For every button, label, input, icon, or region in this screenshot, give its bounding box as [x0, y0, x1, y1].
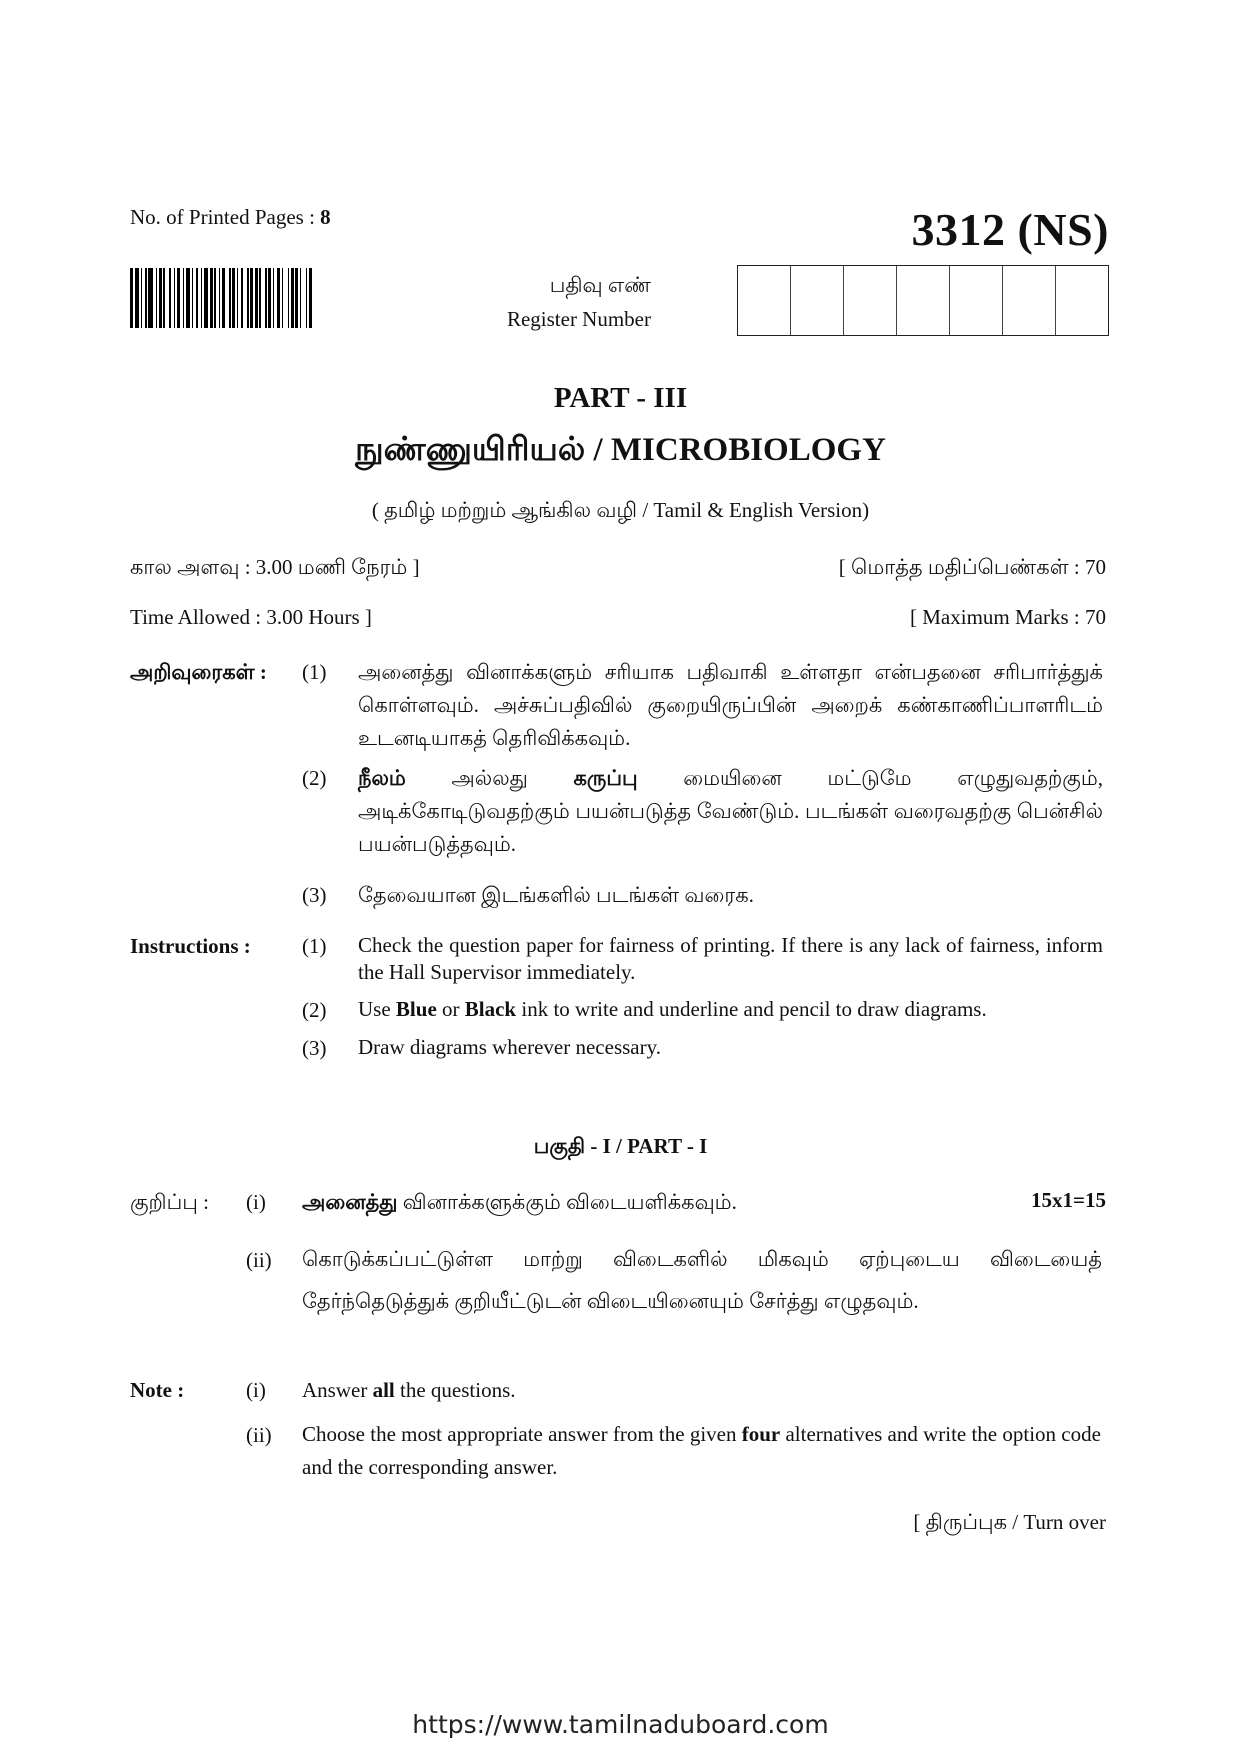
- instruction-number: (1): [302, 660, 327, 684]
- instruction-number: (3): [302, 1036, 327, 1060]
- register-digit-box[interactable]: [897, 266, 950, 335]
- note-number: (ii): [246, 1423, 272, 1447]
- instruction-number: (3): [302, 883, 327, 907]
- instructions-tamil-label: அறிவுரைகள் :: [130, 660, 267, 684]
- subject-title: நுண்ணுயிரியல் / MICROBIOLOGY: [355, 432, 886, 468]
- printed-pages-label: No. of Printed Pages :: [130, 205, 315, 229]
- note-number: (i): [246, 1190, 266, 1214]
- note-number: (ii): [246, 1248, 272, 1272]
- instruction-number: (1): [302, 934, 327, 958]
- instruction-text-english-2: Use Blue or Black ink to write and underline and pencil to draw diagrams.: [358, 997, 987, 1021]
- part-title: PART - III: [553, 382, 688, 414]
- instruction-text-english-3: Draw diagrams wherever necessary.: [358, 1035, 661, 1059]
- ink-black-english: Black: [464, 997, 517, 1021]
- note-four-english: four: [741, 1422, 781, 1446]
- ink-blue-english: Blue: [395, 997, 437, 1021]
- note-text-tamil-1: அனைத்து வினாக்களுக்கும் விடையளிக்கவும்.: [302, 1190, 737, 1214]
- instruction-text-english-1: Check the question paper for fairness of printing. If there is any lack of fairness, inform the Hall Supervisor immediately.: [358, 933, 1103, 984]
- instructions-english-label: Instructions :: [130, 934, 251, 958]
- note-text-english-2: Choose the most appropriate answer from the given four alternatives and write the option code and the corresponding answer.: [302, 1422, 1101, 1479]
- instruction-text-tamil-3: தேவையான இடங்களில் படங்கள் வரைக.: [358, 883, 754, 907]
- register-digit-box[interactable]: [1056, 266, 1108, 335]
- section-score: 15x1=15: [1031, 1188, 1106, 1212]
- register-number-labels: [507, 268, 651, 336]
- printed-pages-line: [130, 205, 331, 230]
- register-label-tamil: பதிவு எண்: [549, 273, 651, 297]
- max-marks-english: [ Maximum Marks : 70: [910, 605, 1106, 629]
- instruction-text-tamil-1: அனைத்து வினாக்களும் சரியாக பதிவாகி உள்ளதா என்பதனை சரிபார்த்துக் கொள்ளவும். அச்சுப்பதிவில் குறையிருப்பின் அறைக் கண்காணிப்பாளரிடம் உடனடியாகத் தெரிவிக்கவும்.: [358, 660, 1103, 750]
- note-number: (i): [246, 1378, 266, 1402]
- website-url[interactable]: https://www.tamilnaduboard.com: [412, 1710, 829, 1739]
- note-english-label: Note :: [130, 1378, 185, 1402]
- register-number-boxes[interactable]: [737, 265, 1109, 336]
- instruction-number: (2): [302, 998, 327, 1022]
- section-heading: பகுதி - I / PART - I: [533, 1134, 708, 1158]
- turn-over-note: [ திருப்புக / Turn over: [913, 1510, 1106, 1534]
- barcode-bar: [312, 268, 314, 328]
- instruction-number: (2): [302, 766, 327, 790]
- register-digit-box[interactable]: [950, 266, 1003, 335]
- note-tamil-label: குறிப்பு :: [130, 1190, 209, 1214]
- register-label-english: Register Number: [506, 307, 651, 331]
- barcode-image: [130, 268, 435, 328]
- ink-black-tamil: கருப்பு: [573, 766, 638, 790]
- time-allowed-english: Time Allowed : 3.00 Hours ]: [130, 605, 372, 629]
- register-digit-box[interactable]: [791, 266, 844, 335]
- register-digit-box[interactable]: [844, 266, 897, 335]
- version-line: ( தமிழ் மற்றும் ஆங்கில வழி / Tamil & English Version): [371, 498, 870, 522]
- max-marks-tamil: [ மொத்த மதிப்பெண்கள் : 70: [838, 555, 1106, 579]
- register-digit-box[interactable]: [738, 266, 791, 335]
- paper-code: 3312 (NS): [911, 204, 1109, 255]
- note-all-english: all: [372, 1378, 395, 1402]
- time-allowed-tamil: கால அளவு : 3.00 மணி நேரம் ]: [130, 555, 420, 579]
- instruction-text-tamil-2: நீலம் அல்லது கருப்பு மையினை மட்டுமே எழுதுவதற்கும், அடிக்கோடிடுவதற்கும் பயன்படுத்த வேண்டும். படங்கள் வரைவதற்கு பென்சில் பயன்படுத்தவும்.: [358, 766, 1103, 856]
- register-digit-box[interactable]: [1003, 266, 1056, 335]
- note-text-english-1: Answer all the questions.: [302, 1378, 516, 1402]
- ink-blue-tamil: நீலம்: [358, 766, 406, 790]
- printed-pages-value: 8: [320, 205, 331, 229]
- note-text-tamil-2: கொடுக்கப்பட்டுள்ள மாற்று விடைகளில் மிகவும் ஏற்புடைய விடையைத் தேர்ந்தெடுத்துக் குறியீட்டுடன் விடையினையும் சேர்த்து எழுதவும்.: [302, 1247, 1102, 1313]
- note-all-tamil: அனைத்து: [302, 1190, 398, 1214]
